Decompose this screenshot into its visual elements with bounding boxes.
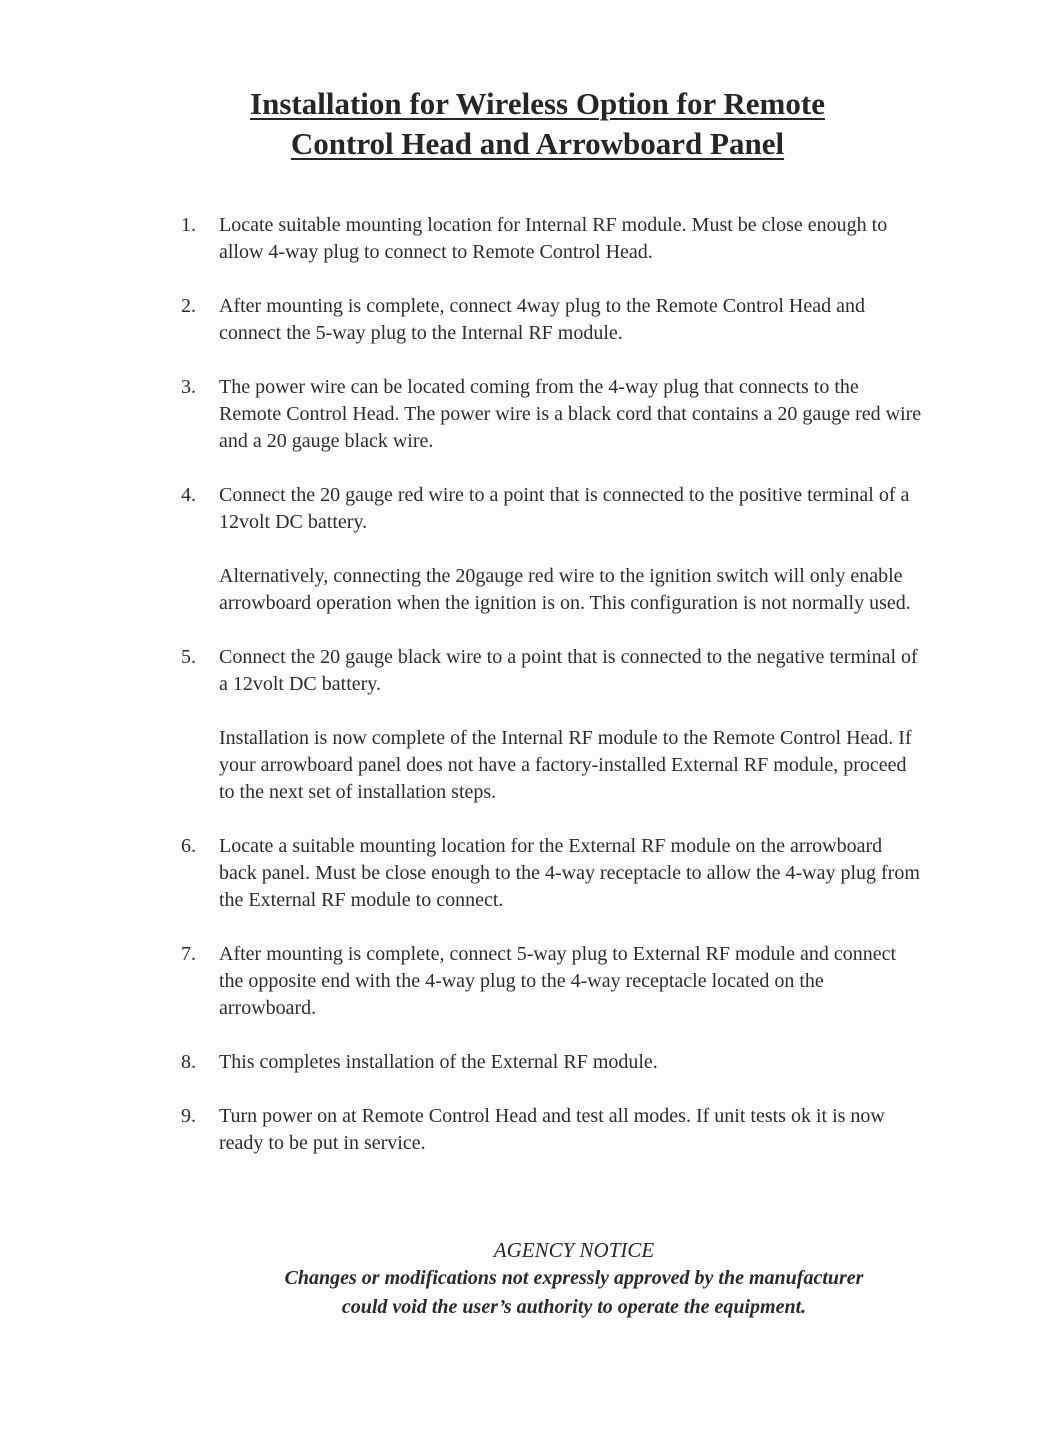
- step-text: Turn power on at Remote Control Head and test all modes. If unit tests ok it is now ready to be put in service.: [219, 1105, 885, 1154]
- step-number: 8.: [181, 1051, 196, 1073]
- step-text: Connect the 20 gauge black wire to a point that is connected to the negative terminal of a 12volt DC battery.: [219, 646, 918, 695]
- step-9: [0, 1103, 1057, 1157]
- step-number: 5.: [181, 646, 196, 668]
- step-4: [0, 482, 1057, 536]
- step-number: 1.: [181, 214, 196, 236]
- step-2: [0, 293, 1057, 347]
- step-text: Connect the 20 gauge red wire to a point that is connected to the positive terminal of a 12volt DC battery.: [219, 484, 910, 533]
- step-number: 3.: [181, 376, 196, 398]
- step-text: After mounting is complete, connect 5-way plug to External RF module and connect the opposite end with the 4-way plug to the 4-way receptacle located on the arrowboard.: [219, 943, 897, 1019]
- step-text: The power wire can be located coming from the 4-way plug that connects to the Remote Control Head. The power wire is a black cord that contains a 20 gauge red wire and a 20 gauge black wire.: [219, 376, 922, 452]
- step-text: After mounting is complete, connect 4way plug to the Remote Control Head and connect the 5-way plug to the Internal RF module.: [219, 295, 865, 344]
- step-number: 9.: [181, 1105, 196, 1127]
- agency-notice-line-1: Changes or modifications not expressly approved by the manufacturer: [284, 1267, 864, 1289]
- step-4-note: Alternatively, connecting the 20gauge red wire to the ignition switch will only enable arrowboard operation when the ignition is on. This configuration is not normally used.: [219, 565, 911, 614]
- step-number: 7.: [181, 943, 196, 965]
- document-title: [0, 84, 1057, 164]
- step-text: This completes installation of the External RF module.: [219, 1051, 658, 1073]
- step-5: [0, 644, 1057, 698]
- step-1: [0, 212, 1057, 266]
- agency-notice-line-2: could void the user’s authority to operate the equipment.: [341, 1296, 807, 1318]
- title-line-1: Installation for Wireless Option for Remote: [250, 86, 825, 121]
- step-3: [0, 374, 1057, 455]
- title-line-2: Control Head and Arrowboard Panel: [290, 126, 785, 161]
- installation-steps: [0, 212, 1057, 1157]
- step-6: [0, 833, 1057, 914]
- agency-notice-heading: AGENCY NOTICE: [493, 1238, 655, 1262]
- step-number: 6.: [181, 835, 196, 857]
- step-text: Locate a suitable mounting location for the External RF module on the arrowboard back panel. Must be close enough to the 4-way receptacle to allow the 4-way plug from the External RF module to connect.: [219, 835, 920, 911]
- step-5-note: Installation is now complete of the Internal RF module to the Remote Control Head. If your arrowboard panel does not have a factory-installed External RF module, proceed to the next set of installation steps.: [219, 727, 912, 803]
- step-number: 2.: [181, 295, 196, 317]
- step-7: [0, 941, 1057, 1022]
- step-text: Locate suitable mounting location for Internal RF module. Must be close enough to allow 4-way plug to connect to Remote Control Head.: [219, 214, 888, 263]
- step-8: [0, 1049, 1057, 1076]
- agency-notice: [0, 1236, 1057, 1322]
- step-number: 4.: [181, 484, 196, 506]
